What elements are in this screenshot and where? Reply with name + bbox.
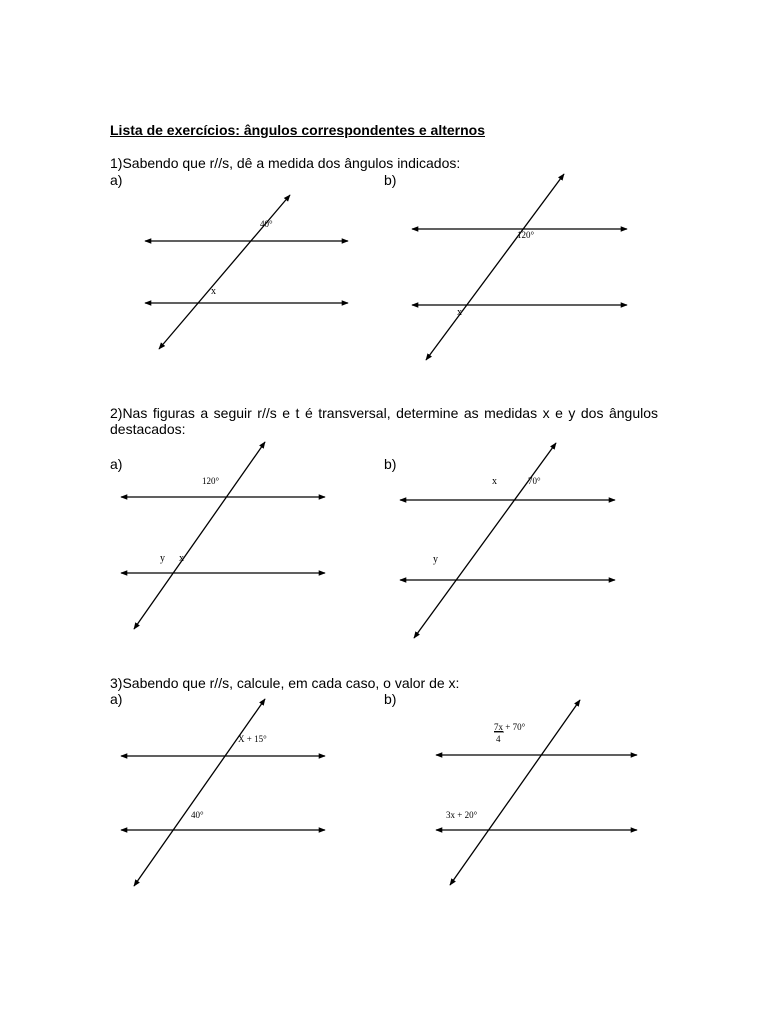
question-3b-label: b): [384, 691, 397, 707]
transversal-line: [134, 442, 265, 629]
variable-y: y: [433, 554, 438, 565]
variable-x: x: [457, 307, 462, 318]
transversal-line: [134, 699, 265, 886]
variable-x: x: [211, 286, 216, 297]
question-2a-label: a): [110, 456, 123, 472]
variable-y: y: [160, 553, 165, 564]
expression-3x-plus-20: 3x + 20°: [446, 810, 478, 820]
figure-1b: [412, 174, 627, 360]
fraction-numerator-7x: 7x: [494, 722, 503, 732]
figure-3b: [436, 700, 637, 885]
angle-label-120: 120°: [517, 230, 535, 240]
transversal-line: [414, 443, 556, 638]
variable-x: x: [179, 553, 184, 564]
angle-label-40: 40°: [260, 219, 273, 229]
expression-x-plus-15: X + 15°: [238, 734, 267, 744]
question-2b-label: b): [384, 456, 397, 472]
figure-2b: [400, 443, 615, 638]
question-1a-label: a): [110, 172, 123, 188]
figure-1a: [145, 195, 348, 349]
question-3-prompt: 3)Sabendo que r//s, calcule, em cada caso, o valor de x:: [110, 675, 460, 691]
variable-x: x: [492, 476, 497, 487]
fraction-numerator: [494, 722, 526, 732]
transversal-line: [426, 174, 564, 360]
angle-label-40: 40°: [191, 810, 204, 820]
question-2-prompt: 2)Nas figuras a seguir r//s e t é transversal, determine as medidas x e y dos ângulos destacados:: [110, 405, 658, 437]
question-3a-label: a): [110, 691, 123, 707]
question-1b-label: b): [384, 172, 397, 188]
angle-label-120: 120°: [202, 476, 220, 486]
figure-2a: [121, 442, 325, 629]
question-1-prompt: 1)Sabendo que r//s, dê a medida dos ângulos indicados:: [110, 155, 461, 171]
figure-3a: [121, 699, 325, 886]
worksheet-title: Lista de exercícios: ângulos correspondentes e alternos: [110, 122, 486, 138]
fraction-denominator: 4: [496, 734, 501, 744]
fraction-plus-70: + 70°: [503, 722, 526, 732]
angle-label-70: 70°: [528, 476, 541, 486]
